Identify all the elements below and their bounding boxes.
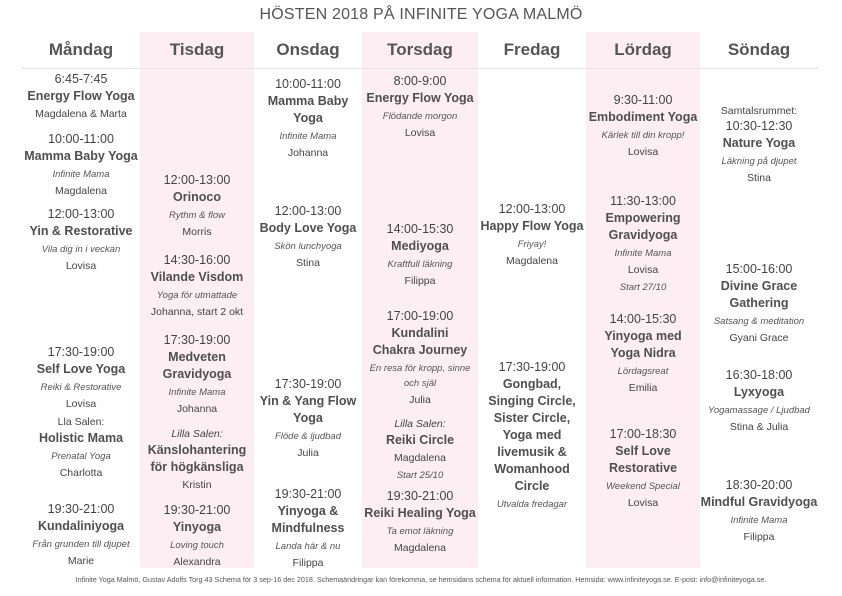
class-entry: [586, 427, 700, 511]
class-instructor: Marie: [67, 555, 95, 567]
class-instructor: Julia: [409, 394, 431, 406]
class-description: Rythm & flow: [169, 210, 225, 221]
class-entry: [140, 333, 254, 417]
class-entry: [254, 377, 362, 461]
class-description: Flödande morgon: [382, 111, 458, 122]
day-header: Fredag: [503, 40, 561, 59]
class-name: Yinyoga: [172, 520, 222, 534]
class-time: 14:00-15:30: [386, 222, 454, 236]
class-note: Start 27/10: [619, 282, 667, 293]
class-description: Landa här & nu: [275, 541, 341, 552]
class-name: Medveten Gravidyoga: [162, 350, 232, 381]
class-description: Yogamassage / Ljudbad: [708, 405, 810, 416]
class-name: Orinoco: [173, 190, 221, 204]
class-entry: [22, 502, 140, 569]
column-fredag: [478, 32, 586, 568]
class-instructor: Gyani Grace: [729, 332, 789, 344]
class-time: 9:30-11:00: [613, 93, 673, 107]
class-instructor: Charlotta: [59, 467, 103, 479]
class-instructor: Johanna: [287, 147, 329, 159]
class-time: 10:00-11:00: [275, 77, 341, 91]
class-instructor: Alexandra: [173, 556, 221, 568]
class-time: 17:30-19:00: [498, 360, 566, 374]
class-time: 19:30-21:00: [163, 503, 231, 517]
column-mandag: [22, 32, 140, 568]
class-instructor: Lovisa: [627, 146, 659, 158]
class-time: 10:30-12:30: [725, 119, 793, 133]
class-entry: [362, 222, 478, 289]
class-time: 12:00-13:00: [274, 204, 342, 218]
room-label: Samtalsrummet:: [720, 105, 798, 117]
class-time: 10:00-11:00: [48, 132, 114, 146]
class-description: Yoga för utmattade: [156, 290, 238, 301]
class-instructor: Emilia: [628, 382, 658, 394]
class-instructor: Stina: [296, 257, 320, 269]
room-label: Lilla Salen:: [394, 418, 446, 430]
class-entry: [254, 77, 362, 161]
class-description: Infinite Mama: [614, 248, 672, 259]
class-entry: [22, 415, 140, 481]
class-entry: [254, 487, 362, 571]
class-entry: [362, 309, 478, 408]
class-description: Infinite Mama: [279, 131, 337, 142]
class-instructor: Filippa: [404, 275, 436, 287]
class-entry: [140, 253, 254, 320]
class-instructor: Magdalena: [394, 542, 446, 554]
class-entry: [586, 194, 700, 295]
class-name: Kundaliniyoga: [37, 519, 125, 533]
class-description: Kärlek till din kropp!: [601, 130, 685, 141]
class-entry: [254, 204, 362, 271]
class-instructor: Filippa: [743, 531, 775, 543]
class-description: Skön lunchyoga: [274, 241, 342, 252]
class-entry: [586, 312, 700, 396]
class-time: 19:30-21:00: [386, 489, 454, 503]
day-header: Lördag: [614, 40, 672, 59]
class-name: Kundalini Chakra Journey: [372, 326, 468, 357]
class-name: Embodiment Yoga: [588, 110, 698, 124]
class-name: Reiki Healing Yoga: [364, 506, 476, 520]
class-description: Lördagsreat: [617, 366, 669, 377]
class-time: 14:00-15:30: [609, 312, 677, 326]
class-instructor: Lovisa: [65, 260, 97, 272]
header-divider: [22, 68, 818, 69]
class-name: Yin & Yang Flow Yoga: [259, 394, 357, 425]
class-name: Lyxyoga: [733, 385, 785, 399]
column-onsdag: [254, 32, 362, 568]
day-header: Måndag: [48, 40, 114, 59]
class-time: 14:30-16:00: [163, 253, 231, 267]
class-entry: [478, 360, 586, 512]
class-time: 16:30-18:00: [725, 368, 793, 382]
class-description: Infinite Mama: [52, 169, 110, 180]
class-instructor: Lovisa: [65, 398, 97, 410]
class-instructor: Lovisa: [404, 127, 436, 139]
class-time: 17:30-19:00: [47, 345, 115, 359]
class-name: Känslohantering för högkänsliga: [147, 443, 247, 474]
class-name: Happy Flow Yoga: [480, 219, 584, 233]
class-description: Från grunden till djupet: [32, 539, 130, 550]
class-time: 8:00-9:00: [393, 74, 447, 88]
class-description: Infinite Mama: [168, 387, 226, 398]
class-name: Divine Grace Gathering: [720, 279, 798, 310]
class-note: Start 25/10: [396, 470, 444, 481]
class-entry: [700, 262, 818, 346]
class-instructor: Magdalena & Marta: [35, 108, 127, 120]
class-entry: [362, 417, 478, 483]
class-instructor: Lovisa: [627, 264, 659, 276]
column-sondag: [700, 32, 818, 568]
class-description: Reiki & Restorative: [40, 382, 122, 393]
class-name: Empowering Gravidyoga: [605, 211, 681, 242]
day-header: Onsdag: [276, 40, 340, 59]
class-entry: [22, 72, 140, 122]
class-time: 11:30-13:00: [610, 194, 676, 208]
class-description: Prenatal Yoga: [51, 451, 111, 462]
class-entry: [22, 132, 140, 199]
class-instructor: Lovisa: [627, 497, 659, 509]
class-entry: [140, 427, 254, 493]
class-name: Energy Flow Yoga: [27, 89, 135, 103]
class-name: Yinyoga med Yoga Nidra: [604, 329, 682, 360]
class-time: 12:00-13:00: [498, 202, 566, 216]
class-instructor: Magdalena: [394, 452, 446, 464]
class-time: 17:00-19:00: [386, 309, 454, 323]
class-entry: [140, 503, 254, 570]
class-name: Self Love Restorative: [608, 444, 678, 475]
room-label: Lla Salen:: [57, 416, 105, 428]
day-header: Söndag: [727, 40, 791, 59]
class-description: En resa för kropp, sinne och själ: [369, 363, 471, 389]
class-instructor: Magdalena: [55, 185, 107, 197]
class-instructor: Kristin: [182, 479, 212, 491]
class-time: 17:30-19:00: [163, 333, 231, 347]
class-entry: [700, 368, 818, 435]
class-entry: [22, 345, 140, 412]
class-description: Vila dig in i veckan: [41, 244, 121, 255]
room-label: Lilla Salen:: [171, 428, 223, 440]
day-header: Tisdag: [169, 40, 225, 59]
page-title: HÖSTEN 2018 PÅ INFINITE YOGA MALMÖ: [259, 6, 583, 23]
class-name: Vilande Visdom: [150, 270, 244, 284]
class-time: 12:00-13:00: [47, 207, 115, 221]
class-instructor: Stina: [747, 172, 771, 184]
class-name: Gongbad, Singing Circle, Sister Circle, Yoga med livemusik & Womanhood Circle: [488, 377, 576, 493]
class-entry: [700, 104, 818, 186]
class-time: 18:30-20:00: [725, 478, 793, 492]
class-description: Ta emot läkning: [386, 526, 454, 537]
class-description: Loving touch: [170, 540, 224, 551]
class-entry: [140, 173, 254, 240]
class-name: Self Love Yoga: [36, 362, 126, 376]
class-instructor: Morris: [182, 226, 212, 238]
class-name: Energy Flow Yoga: [366, 91, 474, 105]
class-name: Yin & Restorative: [29, 224, 133, 238]
class-description: Weekend Special: [606, 481, 680, 492]
class-name: Reiki Circle: [385, 433, 455, 447]
class-instructor: Filippa: [292, 557, 324, 569]
class-instructor: Stina & Julia: [729, 421, 789, 433]
class-time: 17:00-18:30: [609, 427, 677, 441]
class-time: 17:30-19:00: [274, 377, 342, 391]
class-entry: [22, 207, 140, 274]
class-description: Infinite Mama: [730, 515, 788, 526]
class-instructor: Johanna, start 2 okt: [150, 306, 244, 318]
class-name: Mamma Baby Yoga: [24, 149, 138, 163]
class-description: Satsang & meditation: [713, 316, 805, 327]
class-description: Friyay!: [517, 239, 547, 250]
class-entry: [362, 489, 478, 556]
class-name: Mindful Gravidyoga: [700, 495, 818, 509]
class-description: Kraftfull läkning: [387, 259, 453, 270]
class-name: Body Love Yoga: [259, 221, 357, 235]
column-lordag: [586, 32, 700, 568]
class-name: Mamma Baby Yoga: [267, 94, 349, 125]
class-name: Yinyoga & Mindfulness: [271, 504, 345, 535]
column-torsdag: [362, 32, 478, 568]
class-description: Flöde & ljudbad: [274, 431, 342, 442]
class-time: 19:30-21:00: [47, 502, 115, 516]
class-name: Mediyoga: [391, 239, 449, 253]
class-entry: [478, 202, 586, 269]
class-time: 19:30-21:00: [274, 487, 342, 501]
class-description: Läkning på djupet: [721, 156, 797, 167]
class-entry: [700, 478, 818, 545]
class-description: Utvalda fredagar: [496, 499, 568, 510]
column-tisdag: [140, 32, 254, 568]
footer-info: Infinite Yoga Malmö, Gustav Adolfs Torg 43 Schema för 3 sep-16 dec 2018. Schemaändringar kan förekomma, se hemsidans schema för aktuell information. Hemsida: www.infiniteyoga.se. E-post: info@infiniteyoga.se.: [75, 575, 767, 584]
class-entry: [362, 74, 478, 141]
class-time: 15:00-16:00: [725, 262, 793, 276]
class-instructor: Julia: [297, 447, 319, 459]
class-entry: [586, 93, 700, 160]
class-instructor: Magdalena: [506, 255, 558, 267]
class-name: Nature Yoga: [722, 136, 796, 150]
class-instructor: Johanna: [176, 403, 218, 415]
class-name: Holistic Mama: [38, 431, 124, 445]
day-header: Torsdag: [387, 40, 453, 59]
class-time: 12:00-13:00: [163, 173, 231, 187]
class-time: 6:45-7:45: [54, 72, 108, 86]
